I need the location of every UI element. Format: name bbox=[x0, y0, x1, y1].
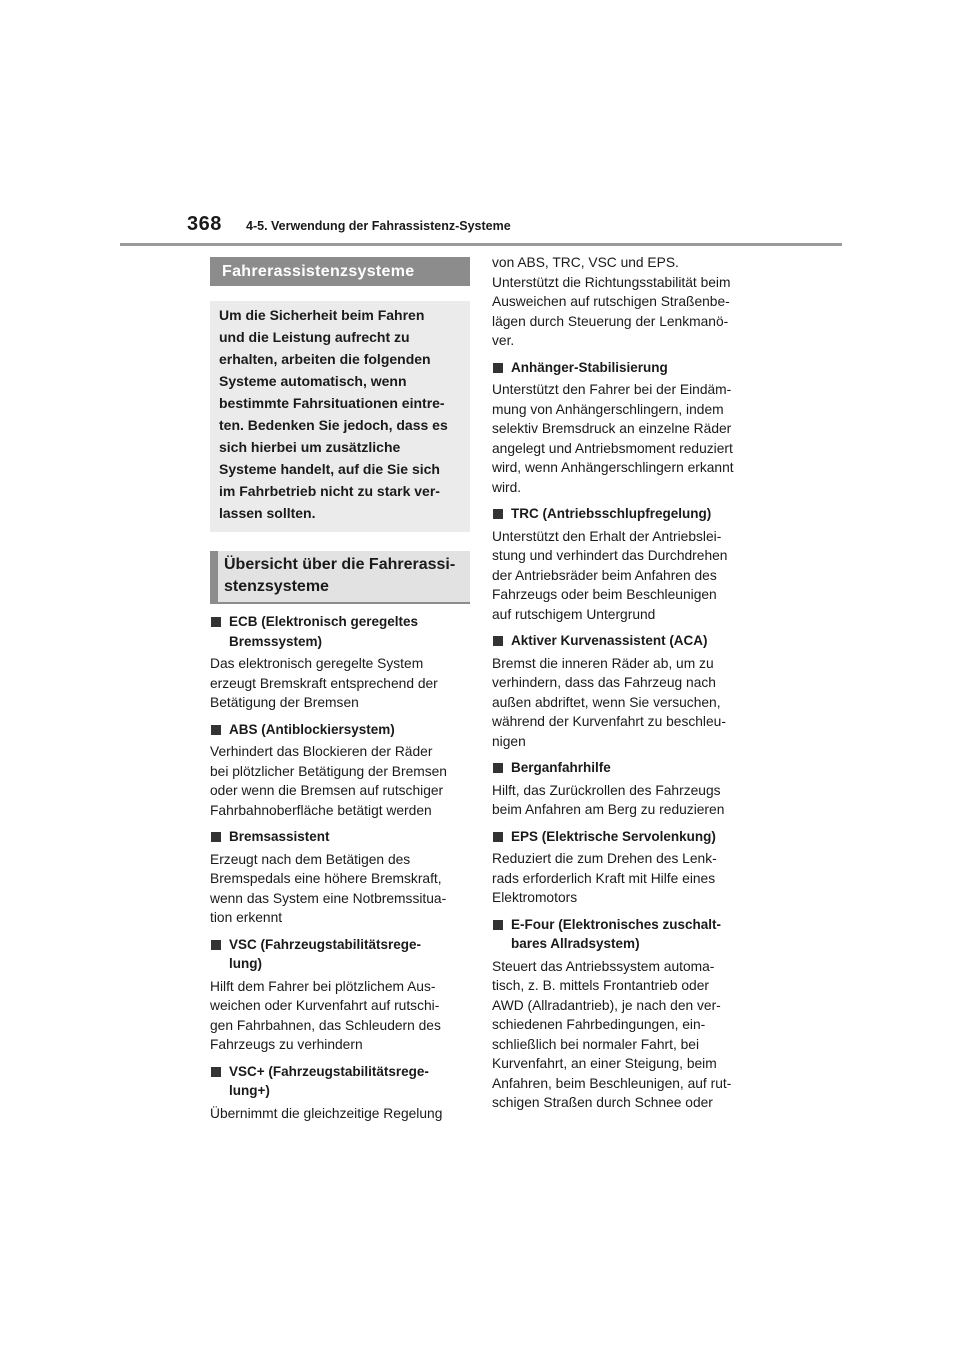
item-body bbox=[210, 742, 470, 820]
item-text: Übernimmt die gleichzeitige Regelung bbox=[210, 1105, 443, 1121]
item-heading bbox=[492, 631, 748, 651]
item-heading bbox=[492, 758, 748, 778]
item-body bbox=[492, 380, 748, 497]
item-heading bbox=[210, 935, 470, 974]
item-text: lägen durch Steuerung der Lenkmanö- bbox=[492, 313, 729, 329]
right-column bbox=[492, 253, 748, 1113]
item-text: stung und verhindert das Durchdrehen bbox=[492, 548, 728, 563]
item-text: Erzeugt nach dem Betätigen des bbox=[210, 851, 411, 867]
item-title: TRC (Antriebsschlupfregelung) bbox=[511, 506, 712, 521]
left-column bbox=[210, 257, 470, 1123]
item-text: ver. bbox=[492, 333, 515, 348]
square-bullet-icon bbox=[493, 509, 503, 519]
item-title: VSC+ (Fahrzeugstabilitätsrege- bbox=[229, 1063, 429, 1079]
item-text: schigen Straßen durch Schnee oder bbox=[492, 1095, 713, 1110]
intro-line: erhalten, arbeiten die folgenden bbox=[219, 351, 431, 367]
square-bullet-icon bbox=[211, 832, 221, 842]
section-title: 4-5. Verwendung der Fahrassistenz-Systeme bbox=[246, 219, 511, 233]
intro-line: lassen sollten. bbox=[219, 505, 316, 521]
item-text: Unterstützt den Fahrer bei der Eindäm- bbox=[492, 382, 732, 397]
header-divider bbox=[120, 243, 842, 246]
item-heading bbox=[492, 915, 748, 954]
item-text: weichen oder Kurvenfahrt auf rutschi- bbox=[210, 998, 440, 1013]
item-text: wird, wenn Anhängerschlingern erkannt bbox=[492, 460, 734, 475]
item-text: tion erkennt bbox=[210, 910, 283, 925]
item-body bbox=[492, 849, 748, 908]
item-text: der Antriebsräder beim Anfahren des bbox=[492, 567, 717, 583]
intro-line: sich hierbei um zusätzliche bbox=[219, 439, 401, 455]
intro-line: Systeme automatisch, wenn bbox=[219, 373, 407, 389]
item-text: Fahrbahnoberfläche betätigt werden bbox=[210, 802, 432, 818]
intro-line: ten. Bedenken Sie jedoch, dass es bbox=[219, 417, 448, 433]
item-text: wird. bbox=[492, 479, 522, 495]
square-bullet-icon bbox=[493, 920, 503, 930]
square-bullet-icon bbox=[493, 363, 503, 373]
square-bullet-icon bbox=[211, 940, 221, 950]
item-heading bbox=[210, 827, 470, 847]
item-title: Bremssystem) bbox=[229, 633, 323, 649]
item-text: oder wenn die Bremsen auf rutschiger bbox=[210, 783, 444, 798]
item-text: Unterstützt die Richtungsstabilität beim bbox=[492, 274, 731, 290]
item-text: Ausweichen auf rutschigen Straßenbe- bbox=[492, 294, 730, 309]
box-title: Fahrerassistenzsysteme bbox=[210, 257, 470, 286]
item-body bbox=[210, 977, 470, 1055]
item-text: tisch, z. B. mittels Frontantrieb oder bbox=[492, 978, 709, 993]
item-text: rads erforderlich Kraft mit Hilfe eines bbox=[492, 870, 716, 886]
item-text: nigen bbox=[492, 733, 526, 749]
item-title: lung) bbox=[229, 956, 262, 971]
item-text: Hilft dem Fahrer bei plötzlichem Aus- bbox=[210, 978, 436, 994]
item-text: schiedenen Fahrbedingungen, ein- bbox=[492, 1017, 706, 1032]
item-text: beim Anfahren am Berg zu reduzieren bbox=[492, 802, 725, 817]
item-title: ABS (Antiblockiersystem) bbox=[229, 721, 395, 737]
item-text: außen abdriftet, wenn Sie versuchen, bbox=[492, 694, 721, 710]
square-bullet-icon bbox=[493, 763, 503, 773]
overview-heading bbox=[210, 551, 470, 604]
item-text: Bremst die inneren Räder ab, um zu bbox=[492, 655, 714, 671]
item-text: Unterstützt den Erhalt der Antriebslei- bbox=[492, 528, 722, 544]
item-heading bbox=[210, 1062, 470, 1101]
item-text: Fahrzeugs zu verhindern bbox=[210, 1037, 363, 1052]
intro-line: im Fahrbetrieb nicht zu stark ver- bbox=[219, 483, 440, 499]
item-title: VSC (Fahrzeugstabilitätsrege- bbox=[229, 936, 422, 952]
item-body bbox=[492, 654, 748, 752]
item-body bbox=[210, 850, 470, 928]
continuation-text bbox=[492, 253, 748, 351]
item-body bbox=[492, 527, 748, 625]
item-title: lung+) bbox=[229, 1083, 270, 1098]
item-text: Fahrzeugs oder beim Beschleunigen bbox=[492, 587, 717, 602]
item-text: schließlich bei normaler Fahrt, bei bbox=[492, 1036, 700, 1052]
page-number: 368 bbox=[187, 213, 222, 235]
item-text: Hilft, das Zurückrollen des Fahrzeugs bbox=[492, 782, 721, 798]
item-heading bbox=[210, 720, 470, 740]
item-heading bbox=[210, 612, 470, 651]
item-text: verhindern, dass das Fahrzeug nach bbox=[492, 675, 716, 690]
item-title: EPS (Elektrische Servolenkung) bbox=[511, 828, 716, 844]
item-text: Kurvenfahrt, an einer Steigung, beim bbox=[492, 1056, 717, 1071]
item-text: wenn das System eine Notbremssitua- bbox=[210, 890, 447, 906]
intro-line: Systeme handelt, auf die Sie sich bbox=[219, 461, 440, 477]
item-heading bbox=[492, 358, 748, 378]
item-text: Anfahren, beim Beschleunigen, auf rut- bbox=[492, 1075, 732, 1091]
item-text: Bremspedals eine höhere Bremskraft, bbox=[210, 871, 442, 886]
item-text: gen Fahrbahnen, das Schleudern des bbox=[210, 1017, 441, 1033]
item-text: mung von Anhängerschlingern, indem bbox=[492, 401, 724, 417]
item-text: Das elektronisch geregelte System bbox=[210, 656, 424, 671]
item-text: angelegt und Antriebsmoment reduziert bbox=[492, 440, 733, 456]
item-title: Aktiver Kurvenassistent (ACA) bbox=[511, 633, 708, 648]
item-title: Berganfahrhilfe bbox=[511, 760, 611, 775]
item-text: Reduziert die zum Drehen des Lenk- bbox=[492, 851, 717, 866]
item-text: AWD (Allradantrieb), je nach den ver- bbox=[492, 997, 721, 1013]
square-bullet-icon bbox=[493, 832, 503, 842]
item-text: selektiv Bremsdruck an einzelne Räder bbox=[492, 421, 732, 436]
item-text: Verhindert das Blockieren der Räder bbox=[210, 744, 433, 759]
item-text: erzeugt Bremskraft entsprechend der bbox=[210, 675, 438, 691]
item-text: von ABS, TRC, VSC und EPS. bbox=[492, 255, 679, 270]
item-text: Elektromotors bbox=[492, 890, 578, 905]
item-text: Steuert das Antriebssystem automa- bbox=[492, 958, 715, 974]
square-bullet-icon bbox=[211, 617, 221, 627]
item-title: bares Allradsystem) bbox=[511, 936, 640, 951]
item-heading bbox=[492, 827, 748, 847]
intro-box bbox=[210, 301, 470, 532]
item-text: während der Kurvenfahrt zu beschleu- bbox=[492, 714, 726, 729]
item-text: bei plötzlicher Betätigung der Bremsen bbox=[210, 763, 447, 779]
item-title: Anhänger-Stabilisierung bbox=[511, 359, 668, 375]
item-body bbox=[492, 957, 748, 1113]
intro-line: bestimmte Fahrsituationen eintre- bbox=[219, 395, 445, 411]
intro-line: und die Leistung aufrecht zu bbox=[219, 329, 410, 345]
overview-heading-line: Übersicht über die Fahrerassi- bbox=[224, 556, 456, 573]
left-items-list bbox=[210, 612, 470, 1123]
square-bullet-icon bbox=[211, 725, 221, 735]
item-text: auf rutschigem Untergrund bbox=[492, 606, 656, 622]
item-title: E-Four (Elektronisches zuschalt- bbox=[511, 916, 722, 932]
overview-heading-line: stenzsysteme bbox=[224, 578, 329, 595]
square-bullet-icon bbox=[211, 1067, 221, 1077]
square-bullet-icon bbox=[493, 636, 503, 646]
item-title: ECB (Elektronisch geregeltes bbox=[229, 614, 419, 629]
item-title: Bremsassistent bbox=[229, 829, 330, 844]
item-heading bbox=[492, 504, 748, 524]
item-body bbox=[210, 1104, 470, 1124]
item-body bbox=[492, 781, 748, 820]
item-text: Betätigung der Bremsen bbox=[210, 695, 359, 710]
intro-line: Um die Sicherheit beim Fahren bbox=[219, 307, 425, 323]
item-body bbox=[210, 654, 470, 713]
